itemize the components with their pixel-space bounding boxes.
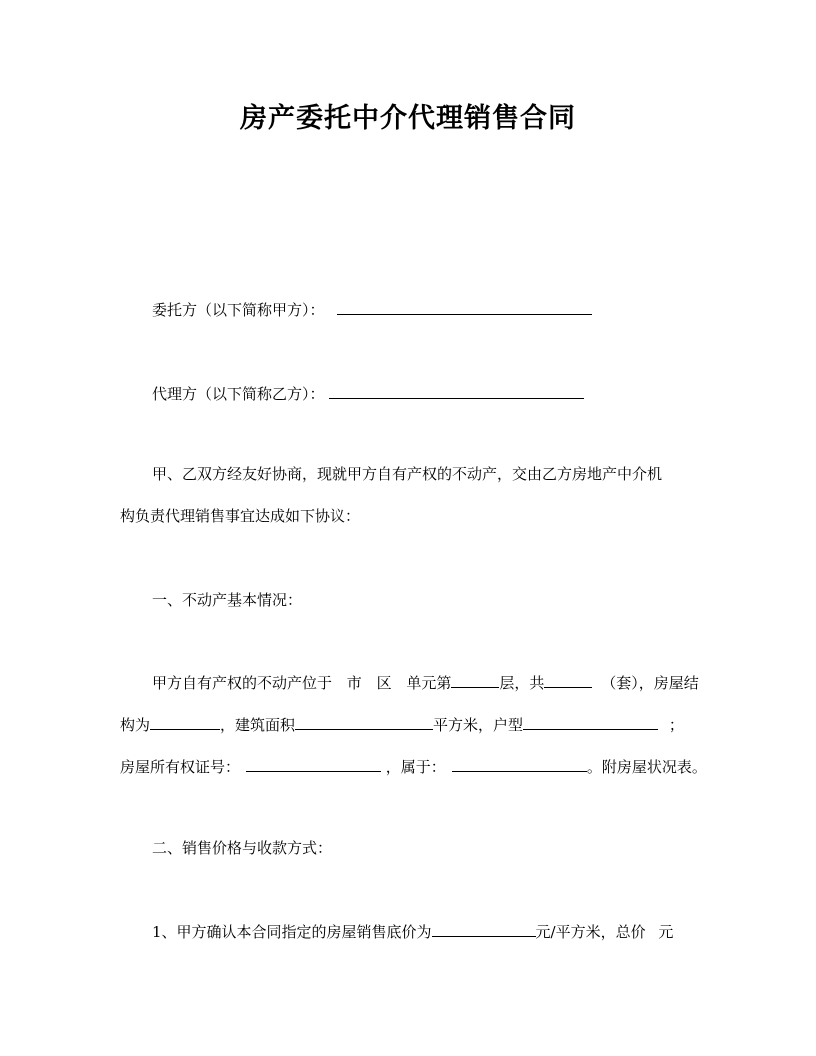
total-text: 元/平方米，总价 (535, 923, 646, 941)
section-2-heading: 二、销售价格与收款方式： (152, 839, 333, 857)
price-blank[interactable] (432, 920, 536, 937)
party-a-label: 委托方（以下简称甲方）： (152, 301, 325, 319)
party-b-line (152, 382, 730, 404)
belongs-blank[interactable] (452, 755, 587, 772)
layout-blank[interactable] (523, 713, 658, 730)
area-text: ，建筑面积 (220, 716, 296, 734)
party-b-blank[interactable] (329, 382, 584, 399)
price-line (152, 920, 730, 942)
sets-blank[interactable] (544, 671, 592, 688)
layout-text: 平方米，户型 (433, 716, 524, 734)
intro-line-2: 构负责代理销售事宜达成如下协议： (120, 507, 361, 525)
structure-text: 构为 (120, 716, 151, 734)
certificate-text: 房屋所有权证号： (120, 758, 241, 776)
district-text: 区 (376, 674, 392, 692)
belongs-text: ，属于： (385, 758, 446, 776)
sets-text: （套），房屋结 (601, 674, 699, 692)
certificate-blank[interactable] (246, 755, 381, 772)
party-b-label: 代理方（以下简称乙方）： (152, 385, 325, 403)
city-text: 市 (346, 674, 362, 692)
unit-text: 单元第 (406, 674, 452, 692)
document-title: 房产委托中介代理销售合同 (240, 103, 576, 134)
party-a-blank[interactable] (337, 298, 592, 315)
structure-line (120, 713, 698, 735)
intro-line-1: 甲、乙双方经友好协商，现就甲方自有产权的不动产，交由乙方房地产中介机 (152, 465, 663, 483)
price-text: 1、甲方确认本合同指定的房屋销售底价为 (152, 923, 432, 941)
structure-blank[interactable] (150, 713, 220, 730)
party-a-line (152, 298, 730, 320)
ownership-line (120, 755, 707, 777)
area-blank[interactable] (295, 713, 433, 730)
semicolon-text: ； (668, 716, 684, 734)
floor-text: 层，共 (499, 674, 545, 692)
location-text: 甲方自有产权的不动产位于 (152, 674, 333, 692)
floor-blank[interactable] (451, 671, 499, 688)
section-1-heading: 一、不动产基本情况： (152, 591, 303, 609)
attachment-text: 。附房屋状况表。 (586, 758, 707, 776)
property-location-line (152, 671, 730, 693)
yuan-text: 元 (658, 923, 674, 941)
